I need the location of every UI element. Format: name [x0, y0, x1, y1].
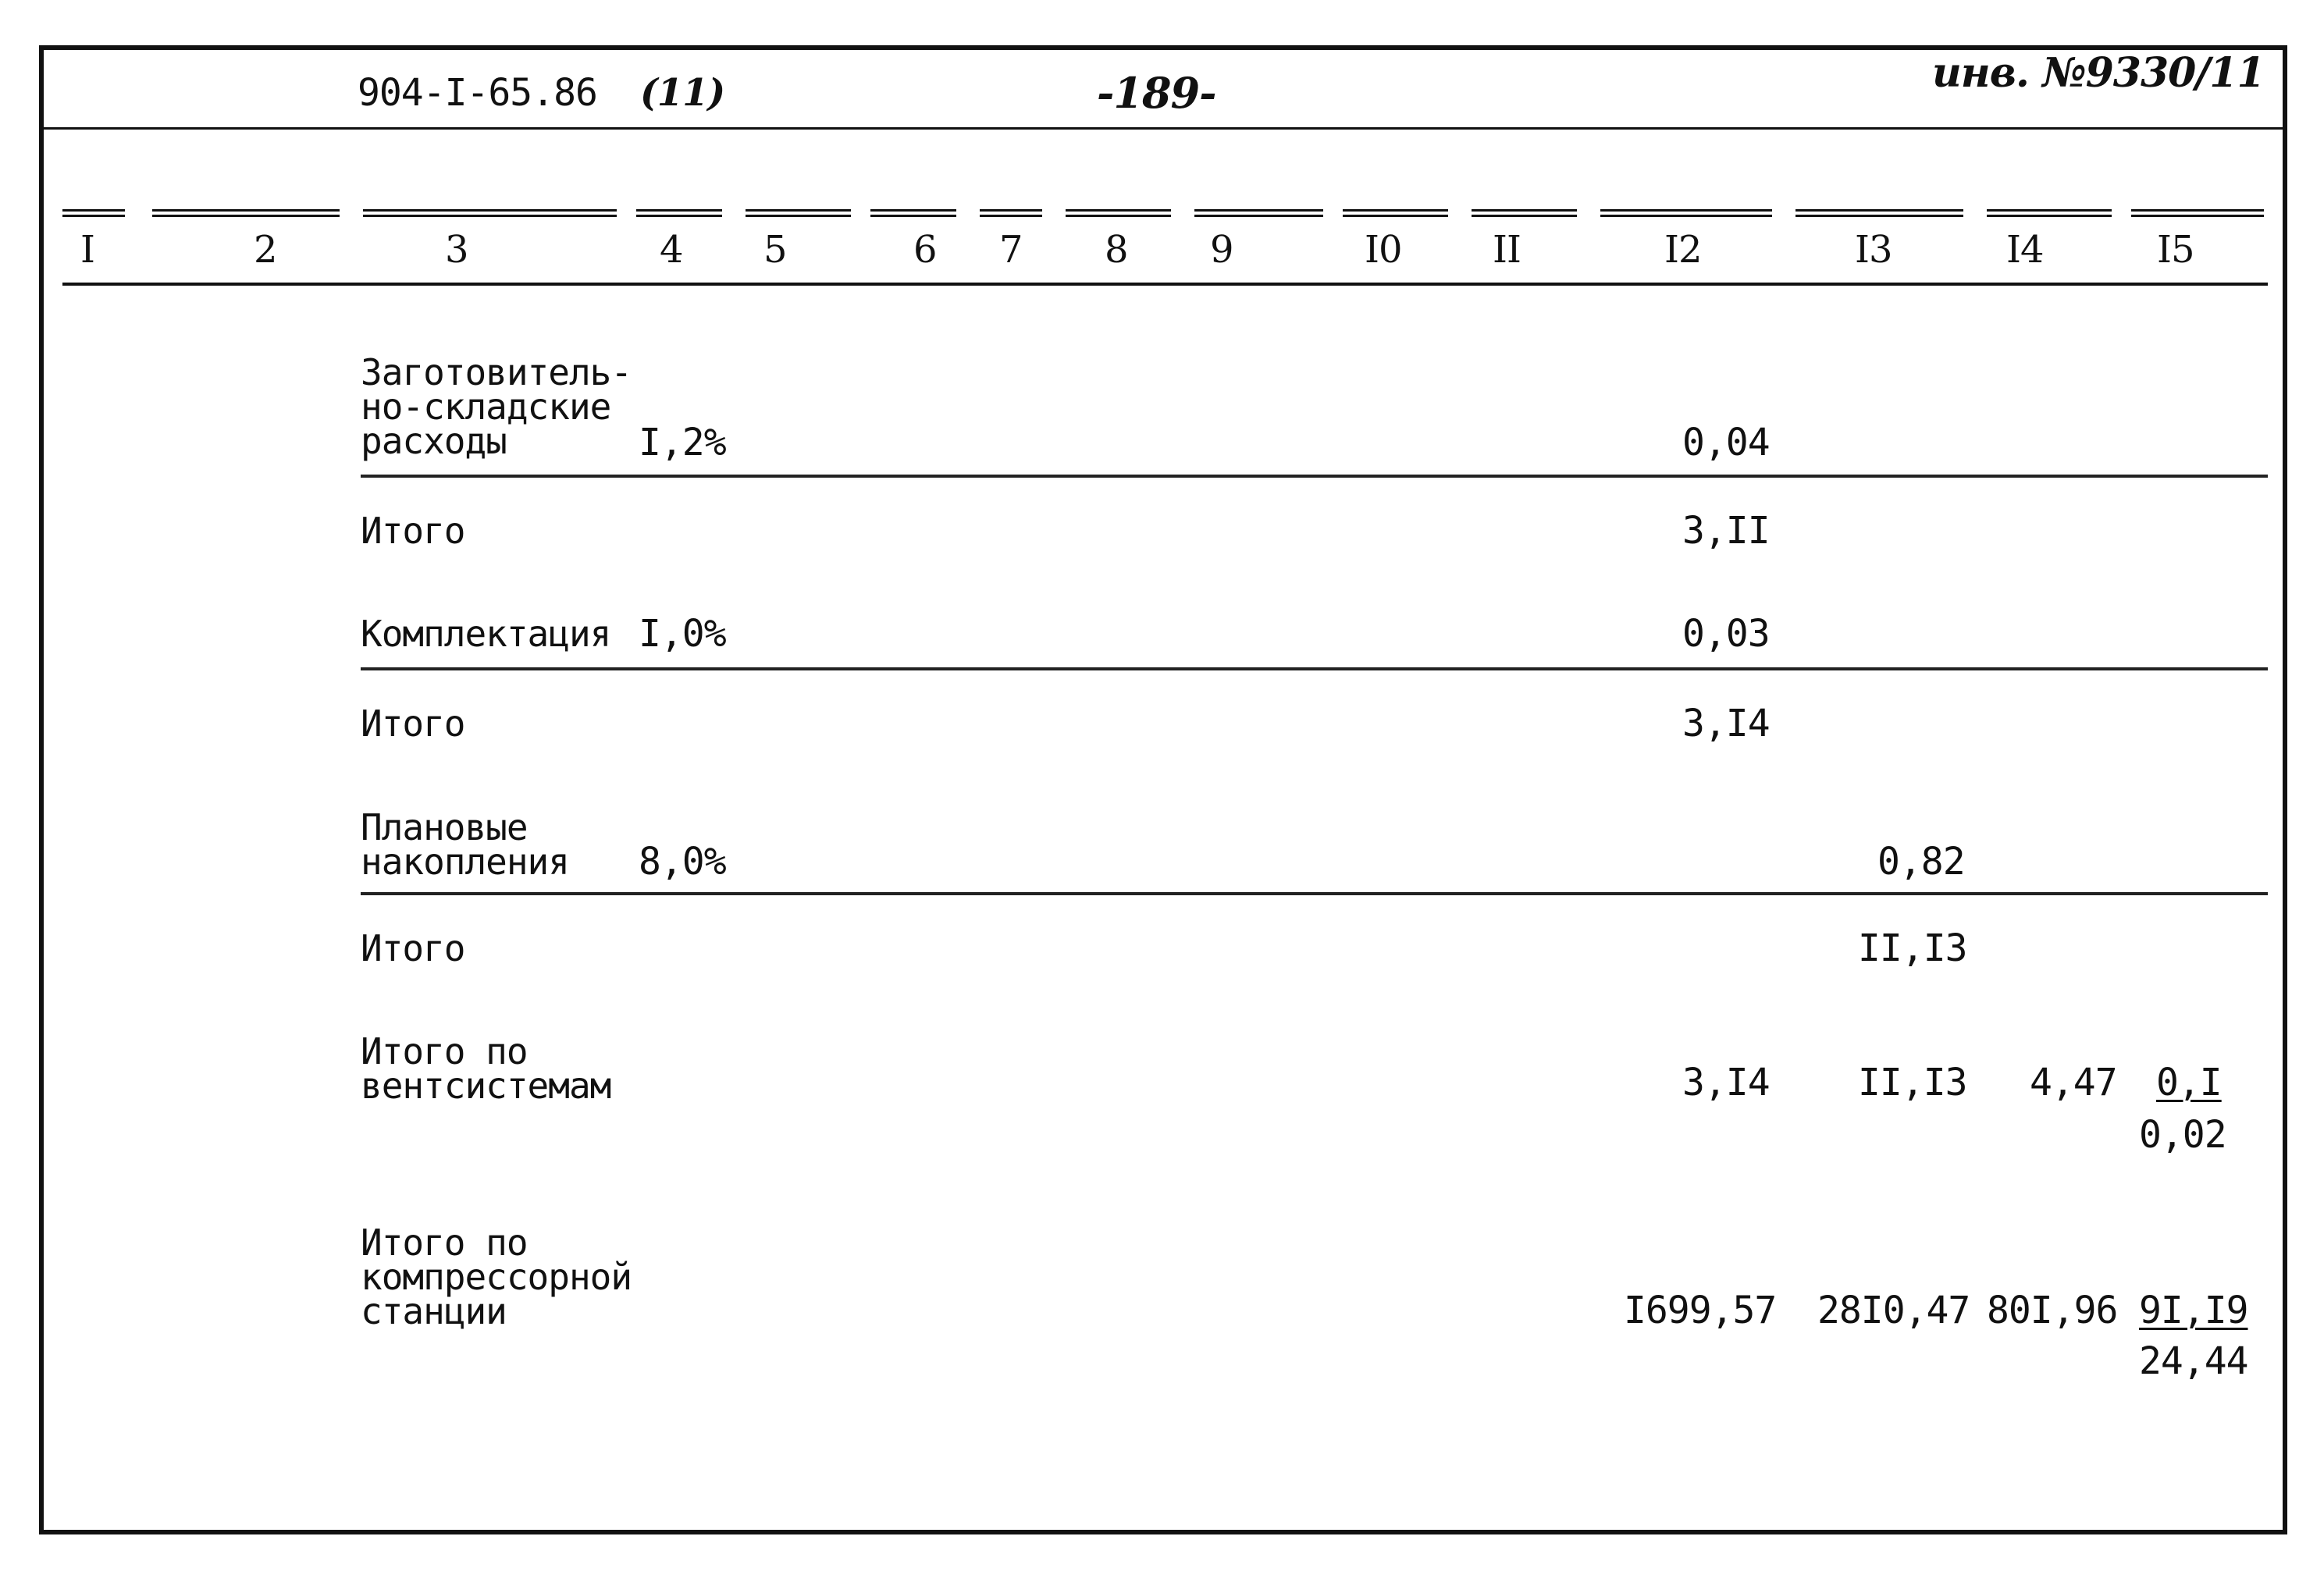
column-header-dash	[1343, 209, 1448, 217]
row-label: Итого по компрессорной станции	[361, 1222, 632, 1332]
column-number: I5	[2157, 228, 2194, 272]
fraction-top: 9I,I9	[2139, 1289, 2248, 1332]
fraction-bottom: 24,44	[2139, 1339, 2248, 1383]
header-divider	[39, 127, 2287, 130]
column-header-dash	[746, 209, 851, 217]
page-number: -189-	[1097, 68, 1216, 118]
column-header-dash	[1194, 209, 1323, 217]
cell-value: 4,47	[2030, 1061, 2117, 1104]
doc-mark: (11)	[640, 71, 725, 115]
column-header-dash	[1795, 209, 1963, 217]
row-rule	[361, 667, 2268, 670]
row-label: Плановые накопления	[361, 806, 569, 883]
column-number: 9	[1210, 228, 1233, 272]
cell-value: 0,82	[1877, 840, 1965, 884]
rate-value: I,0%	[639, 612, 726, 656]
row-label: Комплектация	[361, 613, 611, 655]
column-number: 4	[660, 228, 683, 272]
column-number: 2	[254, 228, 277, 272]
cell-value: 3,II	[1682, 509, 1770, 553]
rate-value: I,2%	[639, 421, 726, 464]
fraction-top: 0,I	[2156, 1061, 2222, 1104]
column-number: I	[80, 228, 94, 272]
column-header-dash	[870, 209, 956, 217]
column-number: 7	[999, 228, 1023, 272]
row-label: Итого по вентсистемам	[361, 1030, 611, 1107]
cell-value: 28I0,47	[1817, 1289, 1970, 1332]
rate-value: 8,0%	[639, 840, 726, 884]
doc-code: 904-I-65.86	[358, 71, 597, 115]
row-rule	[361, 892, 2268, 895]
column-header-dash	[1600, 209, 1772, 217]
column-header-dash	[1987, 209, 2112, 217]
row-label: Заготовитель- но-складские расходы	[361, 351, 632, 462]
row-label: Итого	[361, 510, 465, 552]
cell-value: 80I,96	[1987, 1289, 2118, 1332]
column-header-rule	[62, 283, 2268, 286]
cell-value: I699,57	[1624, 1289, 1777, 1332]
column-header-dash	[152, 209, 340, 217]
cell-value: 3,I4	[1682, 702, 1770, 745]
cell-value: II,I3	[1858, 1061, 1967, 1104]
column-header-dash	[1472, 209, 1577, 217]
inventory-number: инв. №9330/11	[1932, 49, 2265, 97]
column-number: II	[1493, 228, 1521, 272]
column-header-dash	[1066, 209, 1171, 217]
fraction-bottom: 0,02	[2139, 1113, 2226, 1157]
row-rule	[361, 475, 2268, 478]
column-number: 6	[913, 228, 937, 272]
row-label: Итого	[361, 927, 465, 969]
column-header-dash	[2131, 209, 2264, 217]
column-number: I2	[1664, 228, 1702, 272]
column-number: I0	[1365, 228, 1402, 272]
cell-value: 3,I4	[1682, 1061, 1770, 1104]
column-number: I4	[2006, 228, 2044, 272]
column-number: 8	[1105, 228, 1128, 272]
column-header-dash	[980, 209, 1042, 217]
cell-value: 0,04	[1682, 421, 1770, 464]
cell-value: 0,03	[1682, 612, 1770, 656]
column-number: 3	[445, 228, 468, 272]
column-number: 5	[763, 228, 787, 272]
column-header-dash	[636, 209, 722, 217]
column-header-dash	[363, 209, 617, 217]
cell-value: II,I3	[1858, 926, 1967, 970]
column-header-dash	[62, 209, 125, 217]
row-label: Итого	[361, 702, 465, 745]
column-number: I3	[1855, 228, 1892, 272]
